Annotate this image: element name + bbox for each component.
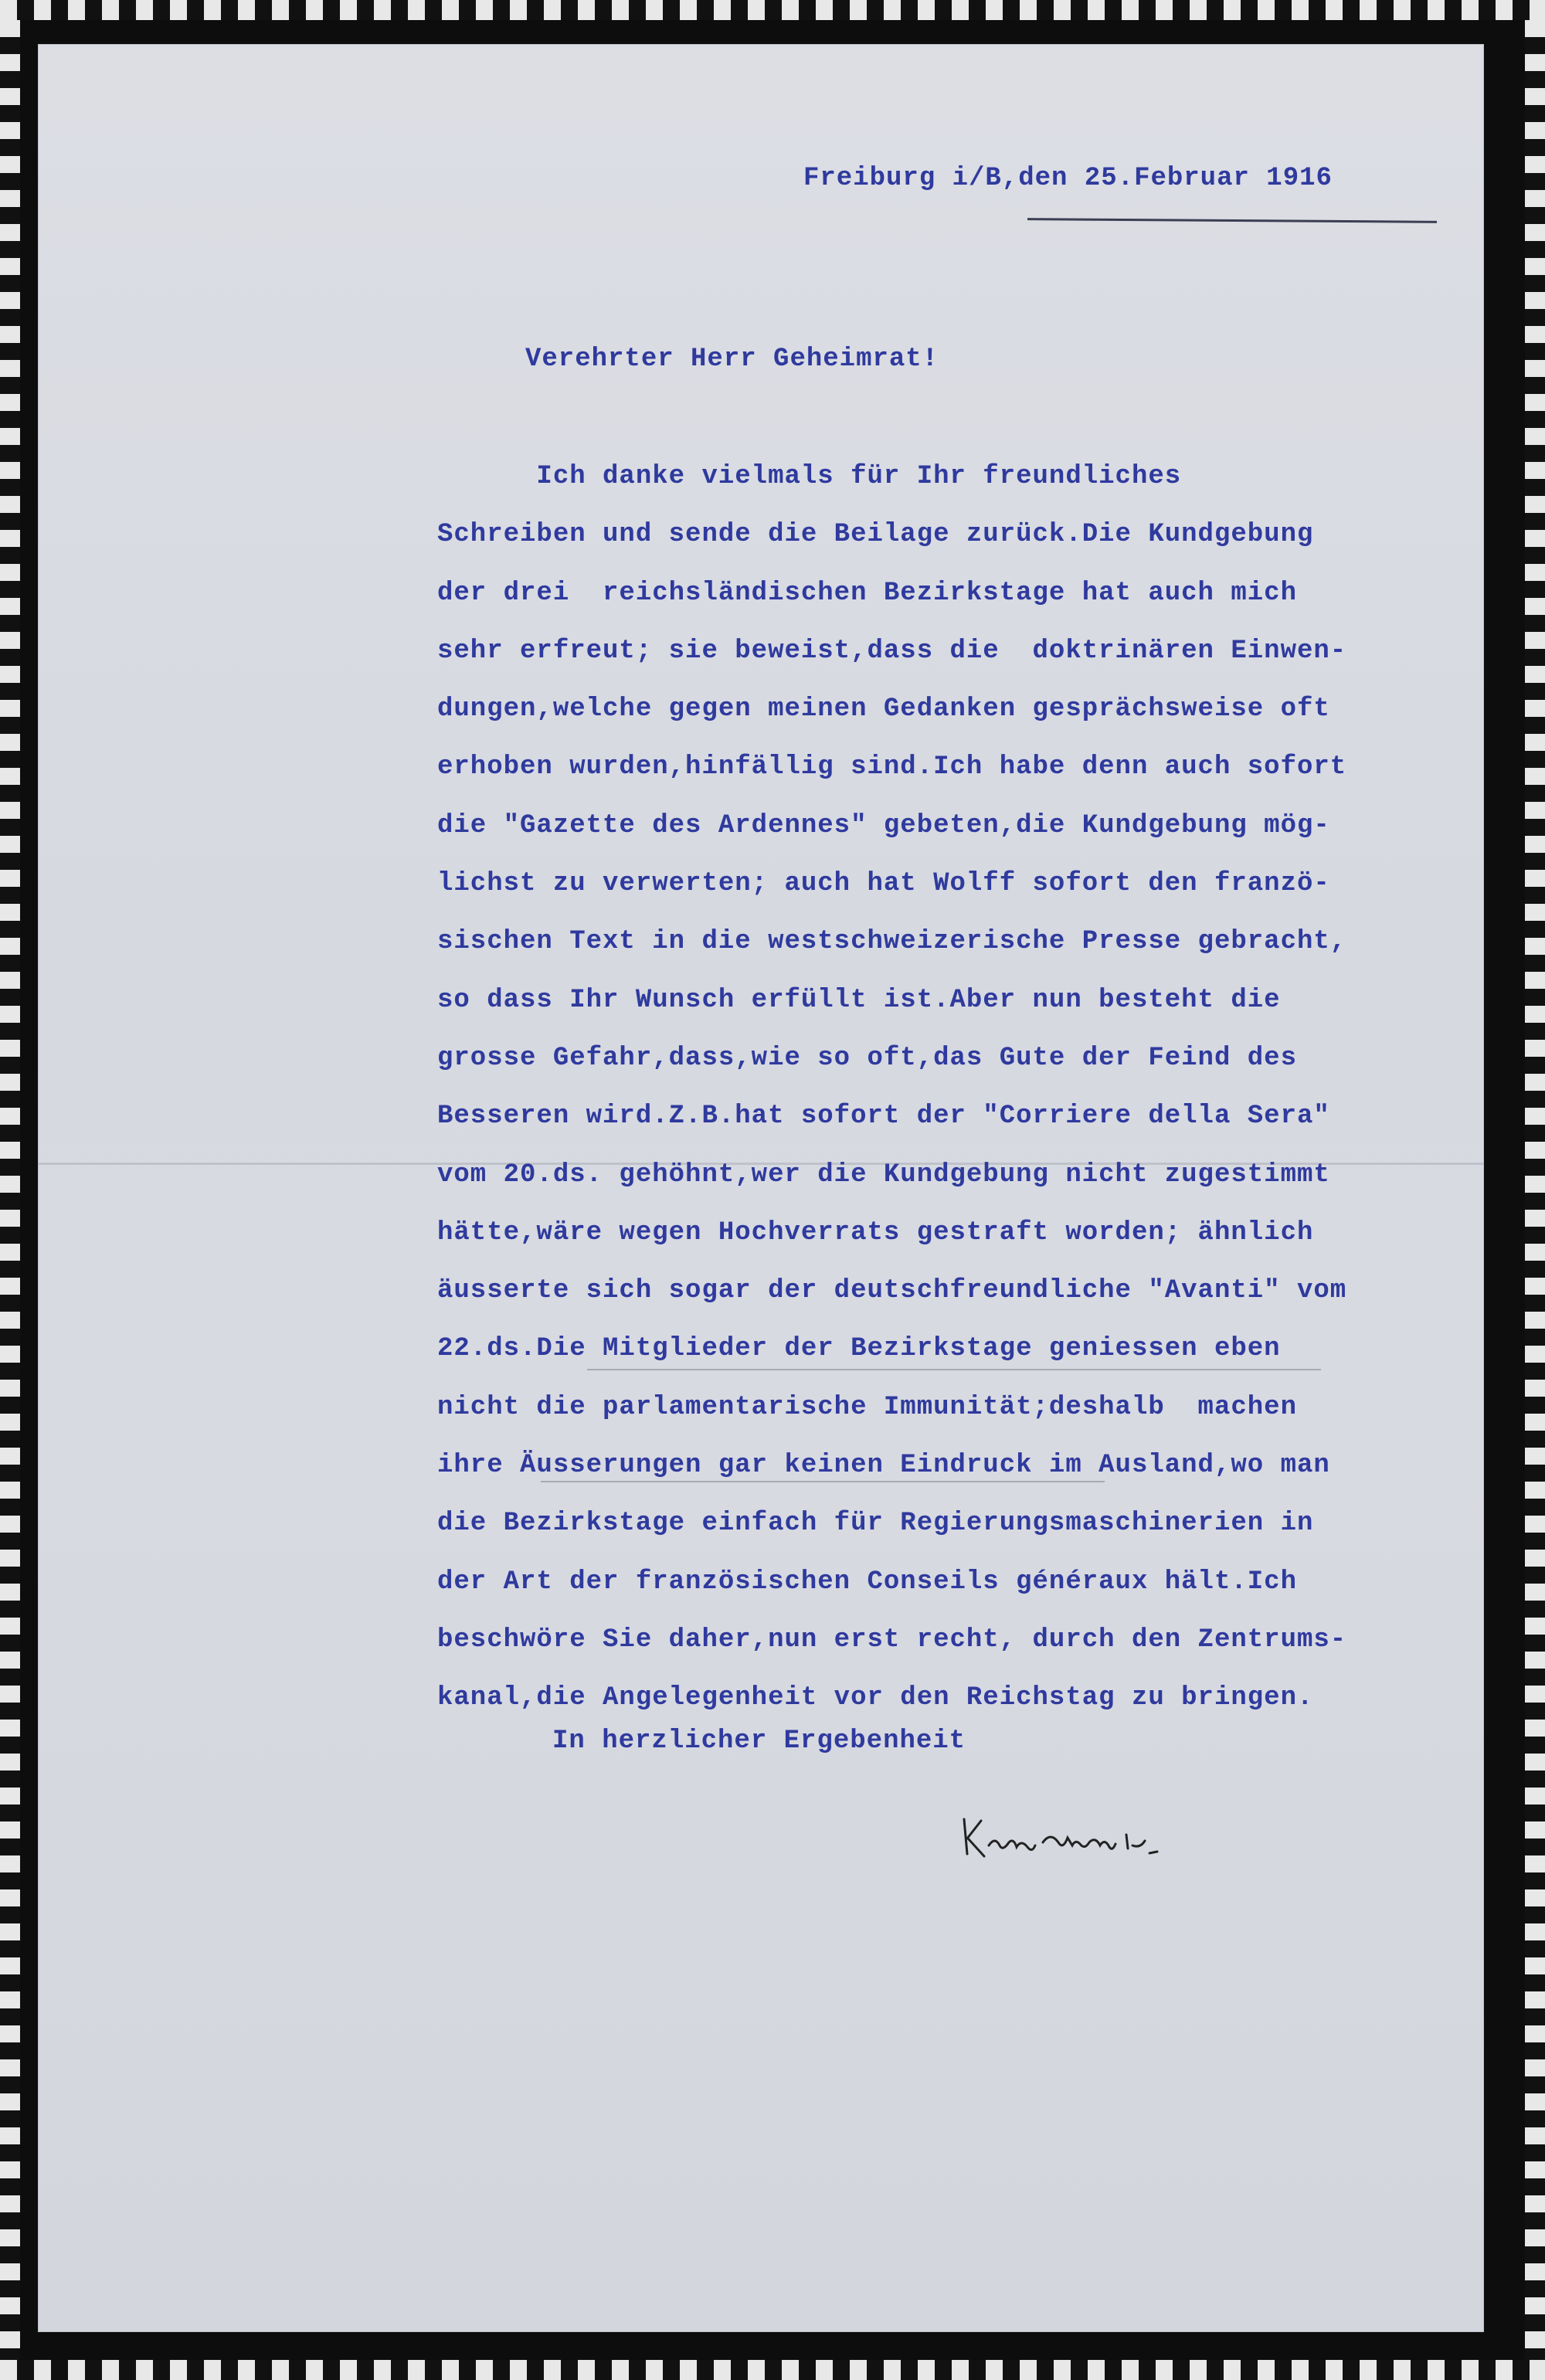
body-line: ihre Äusserungen gar keinen Eindruck im Ausland,wo man [437, 1451, 1330, 1481]
body-line: vom 20.ds. gehöhnt,wer die Kundgebung nicht zugestimmt [437, 1159, 1330, 1190]
body-line: hätte,wäre wegen Hochverrats gestraft worden; ähnlich [437, 1217, 1314, 1248]
body-line: der Art der französischen Conseils généraux hält.Ich [437, 1567, 1297, 1597]
body-line: sischen Text in die westschweizerische Presse gebracht, [437, 927, 1347, 957]
body-line: die Bezirkstage einfach für Regierungsmaschinerien in [437, 1509, 1314, 1539]
body-line: dungen,welche gegen meinen Gedanken gesprächsweise oft [437, 694, 1330, 725]
body-line: beschwöre Sie daher,nun erst recht, durch den Zentrums- [437, 1625, 1347, 1655]
body-line: 22.ds.Die Mitglieder der Bezirkstage geniessen eben [437, 1334, 1281, 1364]
body-line: grosse Gefahr,dass,wie so oft,das Gute der Feind des [437, 1043, 1297, 1073]
body-line: nicht die parlamentarische Immunität;deshalb machen [437, 1392, 1297, 1422]
dateline: Freiburg i/B,den 25.Februar 1916 [803, 164, 1333, 193]
salutation: Verehrter Herr Geheimrat! [525, 345, 939, 374]
body-line: so dass Ihr Wunsch erfüllt ist.Aber nun besteht die [437, 985, 1281, 1015]
pencil-underline-1 [587, 1369, 1321, 1370]
body-line: äusserte sich sogar der deutschfreundliche "Avanti" vom [437, 1276, 1347, 1306]
letter-body [437, 448, 1488, 1728]
body-line: erhoben wurden,hinfällig sind.Ich habe denn auch sofort [437, 752, 1347, 783]
handwritten-signature [958, 1811, 1197, 1866]
body-line: die "Gazette des Ardennes" gebeten,die Kundgebung mög- [437, 810, 1330, 840]
body-line: Ich danke vielmals für Ihr freundliches [437, 462, 1182, 491]
scan-border-bottom [0, 2360, 1545, 2380]
pencil-underline-2 [541, 1481, 1105, 1482]
body-line: der drei reichsländischen Bezirkstage hat auch mich [437, 578, 1297, 608]
body-line: Schreiben und sende die Beilage zurück.Die Kundgebung [437, 520, 1314, 550]
scan-border-right [1525, 20, 1545, 2360]
scan-border-left [0, 20, 20, 2360]
closing: In herzlicher Ergebenheit [552, 1726, 966, 1756]
body-line: kanal,die Angelegenheit vor den Reichstag zu bringen. [437, 1683, 1314, 1713]
body-line: sehr erfreut; sie beweist,dass die doktrinären Einwen- [437, 636, 1347, 666]
body-line: lichst zu verwerten; auch hat Wolff sofort den franzö- [437, 869, 1330, 899]
body-line: Besseren wird.Z.B.hat sofort der "Corriere della Sera" [437, 1102, 1330, 1132]
